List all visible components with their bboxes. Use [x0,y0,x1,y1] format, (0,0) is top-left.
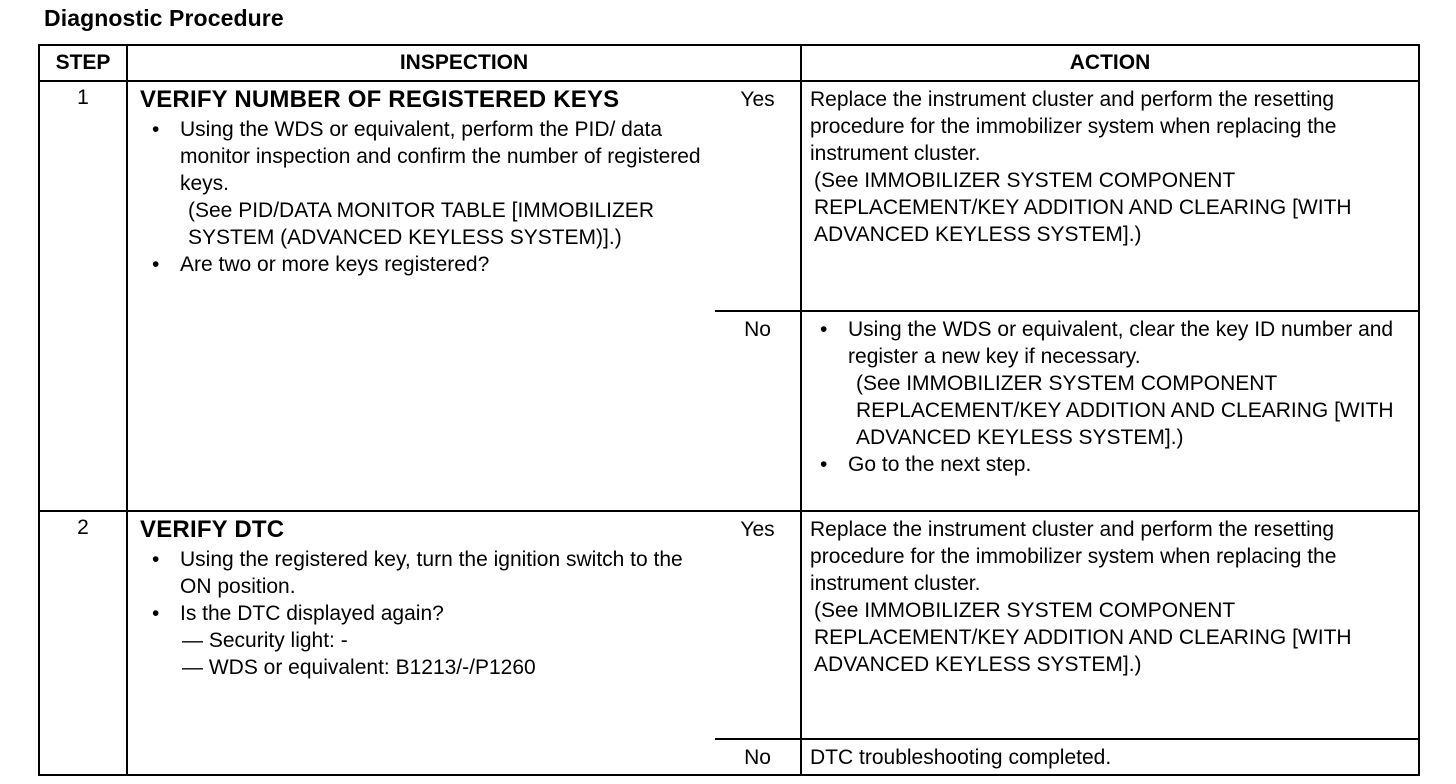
action-column-header: ACTION [801,45,1419,81]
list-item [180,251,705,278]
table-row [39,511,1419,739]
inspection-bullets [140,116,705,278]
inspection-heading: VERIFY DTC [140,516,285,543]
yes-label: Yes [715,511,801,739]
no-label: No [715,311,801,511]
no-action-cell [801,311,1419,511]
no-label: No [715,739,801,775]
inspection-cell [127,81,715,511]
reference-text: (See IMMOBILIZER SYSTEM COMPONENT REPLACEMENT/KEY ADDITION AND CLEARING [WITH ADVANCED KEYLESS SYSTEM].) [814,599,1352,676]
action-text: Replace the instrument cluster and perform the resetting procedure for the immobilizer system when replacing the instrument cluster. [810,88,1337,165]
step-column-header: STEP [39,45,127,81]
yes-label: Yes [715,81,801,311]
bullet-text: Using the WDS or equivalent, clear the key ID number and register a new key if necessary. [848,318,1394,368]
bullet-text: Is the DTC displayed again? [180,602,444,625]
reference-text: (See IMMOBILIZER SYSTEM COMPONENT REPLACEMENT/KEY ADDITION AND CLEARING [WITH ADVANCED KEYLESS SYSTEM].) [814,169,1352,246]
inspection-bullets [140,546,705,681]
list-item [848,451,1406,478]
diagnostic-procedure-table [38,44,1420,776]
list-item [180,116,705,251]
inspection-column-header: INSPECTION [127,45,801,81]
sub-item: — WDS or equivalent: B1213/-/P1260 [182,656,536,679]
list-item [180,546,705,600]
page-title: Diagnostic Procedure [44,5,284,31]
table-row [39,81,1419,311]
bullet-text: Go to the next step. [848,453,1032,476]
header-row [39,45,1419,81]
reference-text: (See IMMOBILIZER SYSTEM COMPONENT REPLACEMENT/KEY ADDITION AND CLEARING [WITH ADVANCED KEYLESS SYSTEM].) [856,372,1394,449]
step-number: 2 [39,511,127,775]
yes-action-cell [801,511,1419,739]
bullet-text: Using the WDS or equivalent, perform the PID/ data monitor inspection and confirm the number of registered keys. [180,118,701,195]
action-text: Replace the instrument cluster and perform the resetting procedure for the immobilizer system when replacing the instrument cluster. [810,518,1337,595]
sub-item: — Security light: - [182,629,348,652]
bullet-text: Using the registered key, turn the ignition switch to the ON position. [180,548,683,598]
reference-text: (See PID/DATA MONITOR TABLE [IMMOBILIZER SYSTEM (ADVANCED KEYLESS SYSTEM)].) [188,199,654,249]
step-number: 1 [39,81,127,511]
list-item [848,316,1406,451]
no-action-cell: DTC troubleshooting completed. [801,739,1419,775]
action-bullets [810,316,1406,478]
yes-action-cell [801,81,1419,311]
inspection-heading: VERIFY NUMBER OF REGISTERED KEYS [140,86,620,113]
bullet-text: Are two or more keys registered? [180,253,490,276]
list-item [180,600,705,681]
inspection-cell [127,511,715,775]
